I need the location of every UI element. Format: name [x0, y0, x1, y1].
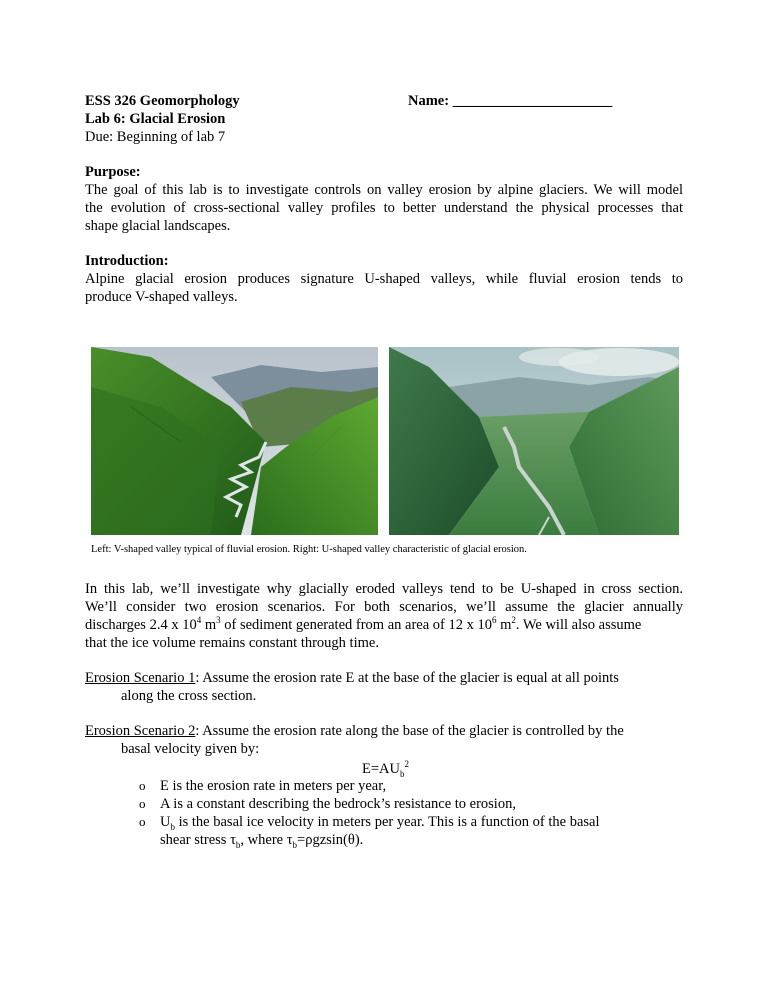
introduction-line-2: produce V-shaped valleys.: [85, 289, 238, 305]
erosion-equation: $E=AU_b^2$: [362, 759, 409, 779]
bullet-item-3-line-2: shear stress $\tau_b$, where $\tau_b=\rho gzsin(\theta)$.: [160, 832, 364, 850]
introduction-line-1: Alpine glacial erosion produces signature U-shaped valleys, while fluvial erosion tends to: [85, 271, 683, 287]
purpose-line-1: The goal of this lab is to investigate controls on valley erosion by alpine glaciers. We will model: [85, 182, 683, 198]
figure-caption: Left: V-shaped valley typical of fluvial erosion. Right: U-shaped valley characteristic of glacial erosion.: [91, 544, 527, 555]
body-line-1: In this lab, we’ll investigate why glacially eroded valleys tend to be U-shaped in cross section.: [85, 581, 683, 597]
body-line-2: We’ll consider two erosion scenarios. For both scenarios, we’ll assume the glacier annually: [85, 599, 683, 615]
purpose-line-3: shape glacial landscapes.: [85, 218, 231, 234]
scenario-2-label: Erosion Scenario 2: [85, 723, 196, 739]
u-shaped-valley-photo: [389, 347, 679, 535]
body-line-4: that the ice volume remains constant through time.: [85, 635, 379, 651]
scenario-1-label: Erosion Scenario 1: [85, 670, 196, 686]
bullet-marker: o: [139, 778, 146, 793]
bullet-marker: o: [139, 814, 146, 829]
scenario-2-line-1: Erosion Scenario 2: Assume the erosion rate along the base of the glacier is controlled by the: [85, 723, 624, 739]
name-field[interactable]: Name: ______________________: [408, 93, 613, 109]
purpose-line-2: the evolution of cross-sectional valley profiles to better understand the physical processes that: [85, 200, 683, 216]
purpose-heading: Purpose:: [85, 164, 141, 180]
scenario-2-line-2: basal velocity given by:: [121, 741, 260, 757]
v-shaped-valley-photo: [91, 347, 378, 535]
bullet-marker: o: [139, 796, 146, 811]
lab-title: Lab 6: Glacial Erosion: [85, 111, 226, 127]
scenario-1-line-2: along the cross section.: [121, 688, 257, 704]
due-date: Due: Beginning of lab 7: [85, 129, 226, 145]
bullet-item-1: E is the erosion rate in meters per year,: [160, 778, 387, 794]
bullet-item-2: A is a constant describing the bedrock’s resistance to erosion,: [160, 796, 516, 812]
introduction-heading: Introduction:: [85, 253, 169, 269]
scenario-1-line-1: Erosion Scenario 1: Assume the erosion rate E at the base of the glacier is equal at all points: [85, 670, 619, 686]
body-line-3: discharges 2.4 x $10^4$ $m^3$ of sediment generated from an area of 12 x $10^6$ $m^2$. We will also assume: [85, 615, 642, 633]
course-title: ESS 326 Geomorphology: [85, 93, 240, 109]
bullet-item-3-line-1: $U_b$ is the basal ice velocity in meters per year. This is a function of the basal: [160, 814, 600, 832]
